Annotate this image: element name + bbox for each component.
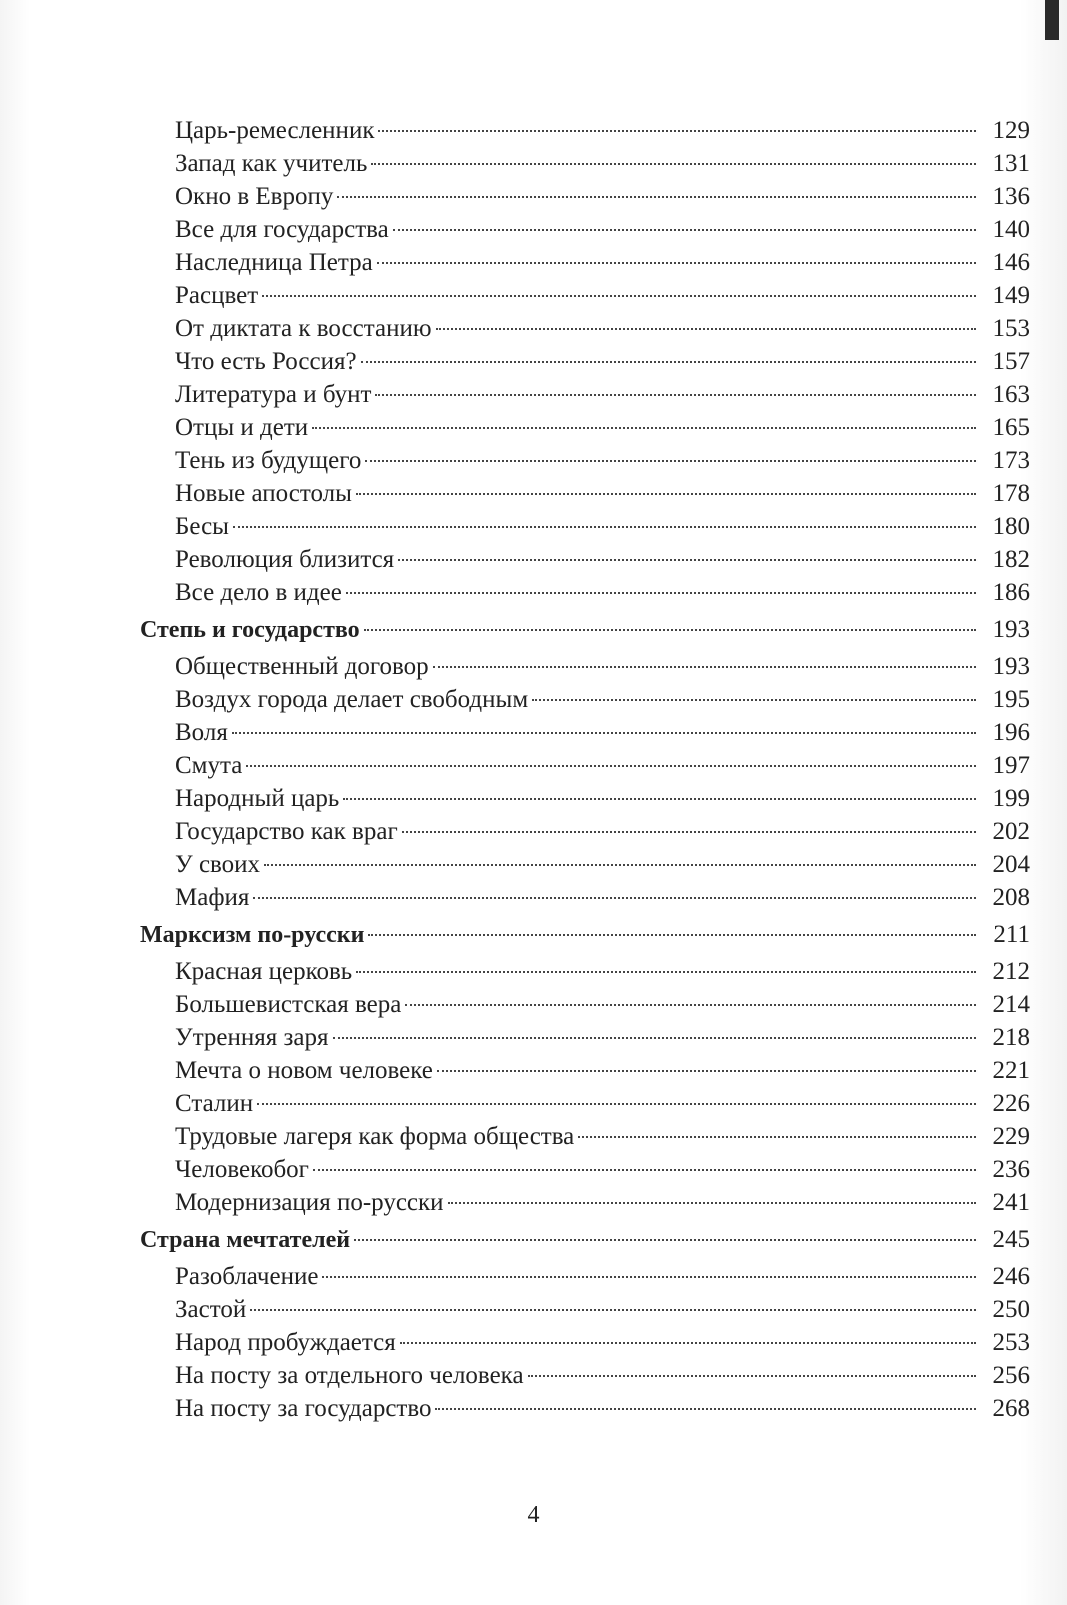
toc-entry (140, 1186, 1030, 1219)
dot-leader (233, 526, 976, 528)
dot-leader (354, 1239, 976, 1241)
dot-leader (398, 559, 976, 561)
toc-section-title: Страна мечтателей (140, 1227, 351, 1253)
dot-leader (246, 765, 976, 767)
toc-page-number: 202 (992, 818, 1030, 845)
toc-page-number: 256 (992, 1362, 1030, 1389)
toc-page-number: 211 (993, 921, 1030, 948)
toc-entry-title: Царь-ремесленник (175, 117, 375, 144)
toc-entry-title: От диктата к восстанию (175, 315, 432, 342)
toc-page-number: 193 (992, 616, 1030, 643)
toc-entry-title: Воля (175, 719, 228, 746)
toc-page-number: 178 (992, 480, 1030, 507)
toc-entry (140, 716, 1030, 749)
table-of-contents (140, 114, 1030, 1425)
toc-entry-title: Народный царь (175, 785, 340, 812)
toc-section-title: Марксизм по-русски (140, 922, 365, 948)
toc-page-number: 157 (992, 348, 1030, 375)
toc-entry-title: Революция близится (175, 546, 395, 573)
toc-page-number: 140 (992, 216, 1030, 243)
toc-entry-title: Разоблачение (175, 1263, 319, 1290)
toc-entry-title: Все для государства (175, 216, 389, 243)
dot-leader (313, 1169, 976, 1171)
toc-entry-title: Расцвет (175, 282, 259, 309)
toc-entry (140, 749, 1030, 782)
page-edge-shadow (1045, 0, 1059, 40)
toc-page-number: 250 (992, 1296, 1030, 1323)
toc-entry (140, 1153, 1030, 1186)
toc-entry (140, 988, 1030, 1021)
toc-entry (140, 1021, 1030, 1054)
toc-entry-title: Общественный договор (175, 653, 429, 680)
toc-entry-title: У своих (175, 851, 261, 878)
toc-entry (140, 543, 1030, 576)
toc-entry (140, 1260, 1030, 1293)
dot-leader (257, 1103, 976, 1105)
toc-section-entry (140, 609, 1030, 650)
dot-leader (375, 394, 976, 396)
toc-entry-title: Мафия (175, 884, 250, 911)
dot-leader (232, 732, 976, 734)
toc-entry (140, 213, 1030, 246)
toc-page-number: 214 (992, 991, 1030, 1018)
toc-entry-title: Государство как враг (175, 818, 398, 845)
dot-leader (343, 798, 976, 800)
toc-page-number: 149 (992, 282, 1030, 309)
toc-entry-title: Окно в Европу (175, 183, 334, 210)
dot-leader (365, 460, 976, 462)
toc-page-number: 212 (992, 958, 1030, 985)
toc-entry (140, 1392, 1030, 1425)
toc-entry (140, 1326, 1030, 1359)
dot-leader (250, 1309, 976, 1311)
toc-page-number: 163 (992, 381, 1030, 408)
dot-leader (402, 831, 976, 833)
toc-entry (140, 180, 1030, 213)
toc-entry (140, 378, 1030, 411)
dot-leader (356, 971, 976, 973)
toc-page-number: 186 (992, 579, 1030, 606)
dot-leader (528, 1375, 976, 1377)
toc-entry (140, 1054, 1030, 1087)
toc-entry (140, 881, 1030, 914)
toc-entry (140, 411, 1030, 444)
toc-entry-title: Смута (175, 752, 243, 779)
toc-entry-title: Отцы и дети (175, 414, 309, 441)
dot-leader (371, 163, 976, 165)
toc-section-entry (140, 1219, 1030, 1260)
toc-page-number: 241 (992, 1189, 1030, 1216)
toc-entry-title: Бесы (175, 513, 229, 540)
dot-leader (346, 592, 976, 594)
toc-page-number: 204 (992, 851, 1030, 878)
toc-entry-title: Большевистская вера (175, 991, 402, 1018)
toc-entry-title: Запад как учитель (175, 150, 368, 177)
toc-page-number: 208 (992, 884, 1030, 911)
toc-entry (140, 576, 1030, 609)
toc-entry (140, 114, 1030, 147)
dot-leader (361, 361, 976, 363)
dot-leader (377, 262, 976, 264)
toc-entry (140, 650, 1030, 683)
dot-leader (322, 1276, 976, 1278)
toc-entry (140, 815, 1030, 848)
toc-entry (140, 1293, 1030, 1326)
toc-entry-title: Тень из будущего (175, 447, 362, 474)
toc-entry-title: Воздух города делает свободным (175, 686, 529, 713)
toc-page-number: 180 (992, 513, 1030, 540)
toc-page-number: 268 (992, 1395, 1030, 1422)
toc-entry (140, 955, 1030, 988)
dot-leader (312, 427, 976, 429)
dot-leader (400, 1342, 976, 1344)
toc-page-number: 196 (992, 719, 1030, 746)
toc-entry (140, 147, 1030, 180)
dot-leader (333, 1037, 976, 1039)
dot-leader (435, 1408, 976, 1410)
toc-page-number: 146 (992, 249, 1030, 276)
toc-page-number: 218 (992, 1024, 1030, 1051)
toc-entry-title: Застой (175, 1296, 247, 1323)
dot-leader (337, 196, 976, 198)
toc-entry-title: Литература и бунт (175, 381, 372, 408)
toc-page-number: 195 (992, 686, 1030, 713)
dot-leader (437, 1070, 976, 1072)
toc-page-number: 253 (992, 1329, 1030, 1356)
dot-leader (405, 1004, 976, 1006)
toc-section-entry (140, 914, 1030, 955)
toc-page-number: 165 (992, 414, 1030, 441)
toc-entry-title: Красная церковь (175, 958, 353, 985)
toc-page-number: 246 (992, 1263, 1030, 1290)
toc-page-number: 193 (992, 653, 1030, 680)
dot-leader (393, 229, 976, 231)
toc-entry-title: Мечта о новом человеке (175, 1057, 433, 1084)
dot-leader (578, 1136, 976, 1138)
toc-entry-title: Новые апостолы (175, 480, 352, 507)
toc-entry (140, 510, 1030, 543)
toc-entry-title: Народ пробуждается (175, 1329, 396, 1356)
toc-entry-title: Наследница Петра (175, 249, 373, 276)
toc-entry-title: На посту за отдельного человека (175, 1362, 524, 1389)
toc-page-number: 153 (992, 315, 1030, 342)
toc-entry (140, 444, 1030, 477)
dot-leader (356, 493, 976, 495)
toc-entry (140, 477, 1030, 510)
page-number: 4 (527, 1502, 540, 1528)
dot-leader (436, 328, 976, 330)
dot-leader (253, 897, 976, 899)
toc-page-number: 182 (992, 546, 1030, 573)
toc-entry-title: Сталин (175, 1090, 254, 1117)
toc-page-number: 199 (992, 785, 1030, 812)
toc-page-number: 173 (992, 447, 1030, 474)
toc-entry-title: На посту за государство (175, 1395, 432, 1422)
toc-page-number: 226 (992, 1090, 1030, 1117)
toc-entry (140, 782, 1030, 815)
toc-entry (140, 312, 1030, 345)
toc-entry-title: Трудовые лагеря как форма общества (175, 1123, 575, 1150)
toc-section-title: Степь и государство (140, 617, 360, 643)
dot-leader (264, 864, 976, 866)
toc-page-number: 245 (992, 1226, 1030, 1253)
toc-entry-title: Человекобог (175, 1156, 309, 1183)
toc-entry-title: Модернизация по-русски (175, 1189, 444, 1216)
toc-entry (140, 246, 1030, 279)
toc-page-number: 131 (992, 150, 1030, 177)
dot-leader (364, 629, 976, 631)
toc-entry (140, 1120, 1030, 1153)
dot-leader (448, 1202, 976, 1204)
toc-entry (140, 1359, 1030, 1392)
toc-entry (140, 345, 1030, 378)
toc-page-number: 221 (992, 1057, 1030, 1084)
dot-leader (532, 699, 976, 701)
toc-page-number: 236 (992, 1156, 1030, 1183)
toc-page-number: 136 (992, 183, 1030, 210)
toc-entry-title: Что есть Россия? (175, 348, 357, 375)
toc-entry (140, 683, 1030, 716)
toc-entry (140, 1087, 1030, 1120)
toc-entry (140, 848, 1030, 881)
toc-page-number: 197 (992, 752, 1030, 779)
toc-entry (140, 279, 1030, 312)
toc-page-number: 129 (992, 117, 1030, 144)
toc-entry-title: Все дело в идее (175, 579, 342, 606)
dot-leader (378, 130, 976, 132)
toc-entry-title: Утренняя заря (175, 1024, 329, 1051)
dot-leader (262, 295, 976, 297)
dot-leader (433, 666, 976, 668)
toc-page-number: 229 (992, 1123, 1030, 1150)
dot-leader (368, 934, 976, 936)
